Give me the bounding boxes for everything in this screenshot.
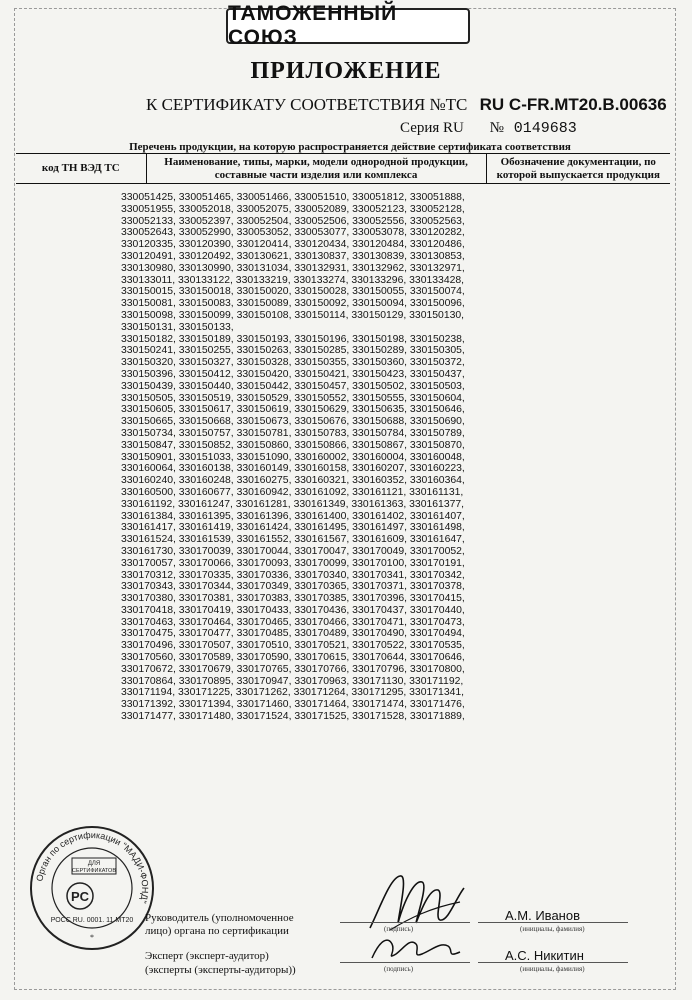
expert-label-2: (эксперты (эксперты-аудиторы)): [145, 964, 296, 976]
stamp-ring-text: Орган по сертификации "МАДИ-ФОНД": [34, 829, 151, 905]
head-sign-line: [340, 922, 470, 923]
customs-union-banner: ТАМОЖЕННЫЙ СОЮЗ: [226, 8, 470, 44]
expert-signature: [366, 930, 466, 966]
expert-label-1: Эксперт (эксперт-аудитор): [145, 950, 269, 962]
expert-name-line: [478, 962, 628, 963]
expert-name-caption: (инициалы, фамилия): [520, 965, 585, 973]
header-documentation: Обозначение документации, по которой выпускается продукция: [496, 155, 660, 181]
certification-stamp: [28, 824, 156, 952]
svg-text:*: *: [90, 933, 94, 942]
certificate-number: RU C-FR.MT20.B.00636: [479, 95, 667, 114]
certificate-prefix: К СЕРТИФИКАТУ СООТВЕТСТВИЯ №ТС: [146, 95, 468, 114]
head-signature: [360, 868, 470, 938]
expert-sign-caption: (подпись): [384, 965, 414, 973]
head-name-caption: (инициалы, фамилия): [520, 925, 585, 933]
svg-text:PC: PC: [70, 889, 90, 904]
table-header: [16, 153, 670, 184]
stamp-center-mid: СЕРТИФИКАТОВ: [71, 868, 117, 874]
blank-number-label: №: [489, 120, 504, 136]
certificate-line: [146, 95, 667, 115]
head-name: А.М. Иванов: [505, 908, 580, 923]
header-code: код ТН ВЭД ТС: [16, 154, 147, 183]
head-name-line: [478, 922, 628, 923]
series-line: [400, 120, 577, 137]
page-title: ПРИЛОЖЕНИЕ: [250, 58, 442, 84]
series-label: Серия RU: [400, 120, 464, 136]
expert-sign-line: [340, 962, 470, 963]
head-label-2: лицо) органа по сертификации: [145, 925, 289, 937]
blank-number: 0149683: [513, 120, 577, 137]
expert-name: А.С. Никитин: [505, 948, 584, 963]
head-sign-caption: (подпись): [384, 925, 414, 933]
product-codes-list: 330051425, 330051465, 330051466, 330051510, 330051812, 330051888, 330051955, 330052018, 330052075, 330052089, 330052123, 330052128, 330052133, 330052397, 330052504, 330052506, 330052556, 330052563, 330052643, 330052990, 330053052, 330053077, 330053078, 330120282, 330120335, 330120390, 330120414, 330120434, 330120484, 330120486, 330120491, 330120492, 330130621, 330130837, 330130839, 330130853, 330130980, 330130990, 330131034, 330132931, 330132962, 330132971, 330133011, 330133122, 330133219, 330133274, 330133296, 330133428, 330150015, 330150018, 330150020, 330150028, 330150055, 330150074, 330150081, 330150083, 330150089, 330150092, 330150094, 330150096, 330150098, 330150099, 330150108, 330150114, 330150129, 330150130, 330150131, 330150133, 330150182, 330150189, 330150193, 330150196, 330150198, 330150238, 330150241, 330150255, 330150263, 330150285, 330150289, 330150305, 330150320, 330150327, 330150328, 330150355, 330150360, 330150372, 330150396, 330150412, 330150420, 330150421, 330150423, 330150437, 330150439, 330150440, 330150442, 330150457, 330150502, 330150503, 330150505, 330150519, 330150529, 330150552, 330150555, 330150604, 330150605, 330150617, 330150619, 330150629, 330150635, 330150646, 330150665, 330150668, 330150673, 330150676, 330150688, 330150690, 330150734, 330150757, 330150781, 330150783, 330150784, 330150789, 330150847, 330150852, 330150860, 330150866, 330150867, 330150870, 330150901, 330151033, 330151090, 330160002, 330160004, 330160048, 330160064, 330160138, 330160149, 330160158, 330160207, 330160223, 330160240, 330160248, 330160275, 330160321, 330160352, 330160364, 330160500, 330160677, 330160942, 330161092, 330161121, 330161131, 330161192, 330161247, 330161281, 330161349, 330161363, 330161377, 330161384, 330161395, 330161396, 330161400, 330161402, 330161407, 330161417, 330161419, 330161424, 330161495, 330161497, 330161498, 330161524, 330161539, 330161552, 330161567, 330161609, 330161647, 330161730, 330170039, 330170044, 330170047, 330170049, 330170052, 330170057, 330170066, 330170093, 330170099, 330170100, 330170191, 330170312, 330170335, 330170336, 330170340, 330170341, 330170342, 330170343, 330170344, 330170349, 330170365, 330170371, 330170378, 330170380, 330170381, 330170383, 330170385, 330170396, 330170415, 330170418, 330170419, 330170433, 330170436, 330170437, 330170440, 330170463, 330170464, 330170465, 330170466, 330170471, 330170473, 330170475, 330170477, 330170485, 330170489, 330170490, 330170494, 330170496, 330170507, 330170510, 330170521, 330170522, 330170535, 330170560, 330170589, 330170590, 330170615, 330170644, 330170646, 330170672, 330170679, 330170765, 330170766, 330170796, 330170800, 330170864, 330170895, 330170947, 330170963, 330171130, 330171192, 330171194, 330171225, 330171262, 330171264, 330171295, 330171341, 330171392, 330171394, 330171460, 330171464, 330171474, 330171476, 330171477, 330171480, 330171524, 330171525, 330171528, 330171889,: [121, 192, 465, 723]
stamp-reg-number: РОСС RU. 0001. 11 МТ20: [50, 917, 134, 924]
header-product-name: Наименование, типы, марки, модели однородной продукции, составные части изделия или комплекса: [147, 154, 487, 183]
stamp-center-top: ДЛЯ: [87, 861, 101, 867]
products-subheading: Перечень продукции, на которую распространяется действие сертификата соответствия: [129, 141, 571, 153]
head-label-1: Руководитель (уполномоченное: [145, 912, 294, 924]
